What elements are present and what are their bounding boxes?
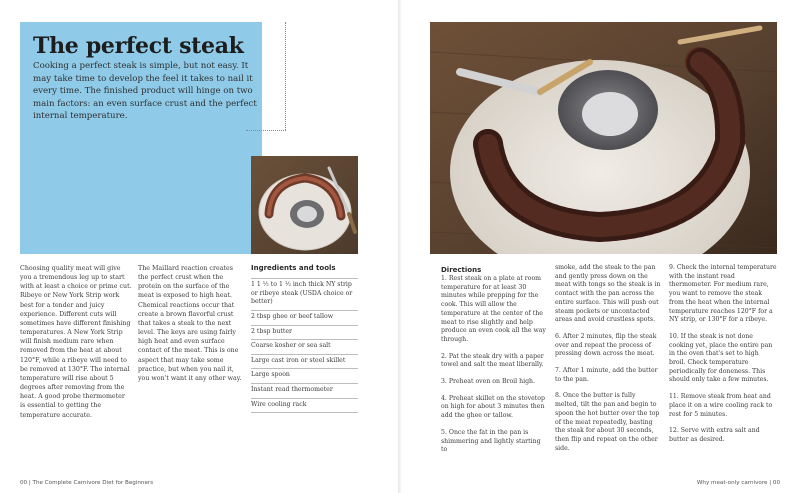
ingredient-item: 2 tbsp butter xyxy=(251,325,358,340)
direction-step: 3. Preheat oven on Broil high. xyxy=(441,378,535,386)
steak-photo-large-illustration xyxy=(430,22,777,254)
page-title: The perfect steak xyxy=(33,33,244,59)
ingredient-item: 2 tbsp ghee or beef tallow xyxy=(251,310,358,325)
steak-photo-small-illustration xyxy=(251,156,358,254)
body-column-1: Choosing quality meat will give you a tremendous leg up to start with at least a choice or prime cut. Ribeye or New York Strip work best for a tender and juicy experience. Different cuts will sometimes have different finishing temperatures. A New York Strip will finish medium rare when removed from the heat at about 120°F, while a ribeye will need to be removed at 130°F. The internal temperature will rise about 5 degrees after removing from the heat. A good probe thermometer is essential to getting the temperature accurate. xyxy=(20,265,132,419)
direction-step: 7. After 1 minute, add the butter to the pan. xyxy=(555,367,658,383)
direction-step: 9. Check the internal temperature with the instant read thermometer. For medium rare, you want to remove the steak from the heat when the internal temperature reaches 120°F for a NY strip, or 130°F for a ribeye. xyxy=(669,264,777,324)
direction-step: 8. Once the butter is fully melted, tilt the pan and begin to spoon the hot butter over the top of the meat repeatedly, basting the steak for about 30 seconds, then flip and repeat on the other side. xyxy=(555,392,660,452)
direction-step: 6. After 2 minutes, flip the steak over and repeat the process of pressing down across the meat. xyxy=(555,332,657,358)
ingredient-item: Instant read thermometer xyxy=(251,383,358,398)
ingredient-item: Large spoon xyxy=(251,368,358,383)
direction-step: smoke, add the steak to the pan and gently press down on the meat with tongs so the steak is in contact with the pan across the entire surface. This will push out steam pockets or uncontacted areas and avoid crustless spots. xyxy=(555,264,661,324)
steak-photo-small xyxy=(251,156,358,254)
directions-column-2 xyxy=(555,264,661,461)
direction-step: 4. Preheat skillet on the stovetop on high for about 3 minutes then add the ghee or tallow. xyxy=(441,394,545,420)
body-column-2: The Maillard reaction creates the perfect crust when the protein on the surface of the meat is exposed to high heat. Chemical reactions occur that create a brown flavorful crust that takes a steak to the next level. The keys are using fairly high heat and even surface contact of the meat. This is one aspect that may take some practice, but when you nail it, you won't want it any other way. xyxy=(138,265,242,382)
ingredient-item: 1 1 ½ to 1 ½ inch thick NY strip or ribeye steak (USDA choice or better) xyxy=(251,278,358,310)
ingredients-box xyxy=(251,264,358,413)
ingredients-title: Ingredients and tools xyxy=(251,264,336,272)
directions-title: Directions xyxy=(441,266,482,274)
direction-step: 2. Pat the steak dry with a paper towel and salt the meat liberally. xyxy=(441,352,544,369)
direction-step: 5. Once the fat in the pan is shimmering and lightly starting to xyxy=(441,428,541,454)
direction-step: 11. Remove steak from heat and place it on a wire cooling rack to rest for 5 minutes. xyxy=(669,393,773,418)
dotted-guide-vertical xyxy=(285,22,286,130)
directions-column-1 xyxy=(441,275,547,463)
ingredient-item: Large cast iron or steel skillet xyxy=(251,354,358,369)
folio-left: 00 | The Complete Carnivore Diet for Beginners xyxy=(20,480,154,486)
direction-step: 1. Rest steak on a plate at room temperature for at least 30 minutes while prepping for the cook. This will allow the temperature at the center of the meat to rise slightly and help produce an even cook all the way through. xyxy=(441,275,546,343)
direction-step: 12. Serve with extra salt and butter as desired. xyxy=(669,427,760,443)
steak-photo-large xyxy=(430,22,777,254)
folio-right: Why meat-only carnivore | 00 xyxy=(696,480,780,486)
dotted-guide-horizontal xyxy=(246,130,286,131)
intro-paragraph: Cooking a perfect steak is simple, but not easy. It may take time to develop the feel it takes to nail it every time. The finished product will hinge on two main factors: an even surface crust and the perfect internal temperature. xyxy=(33,61,257,122)
directions-column-3 xyxy=(669,264,777,453)
direction-step: 10. If the steak is not done cooking yet, place the entire pan in the oven that's set to high broil. Check temperature periodically for doneness. This should only take a few minutes. xyxy=(669,332,773,384)
ingredient-item: Wire cooling rack xyxy=(251,398,358,414)
ingredient-item: Coarse kosher or sea salt xyxy=(251,339,358,354)
